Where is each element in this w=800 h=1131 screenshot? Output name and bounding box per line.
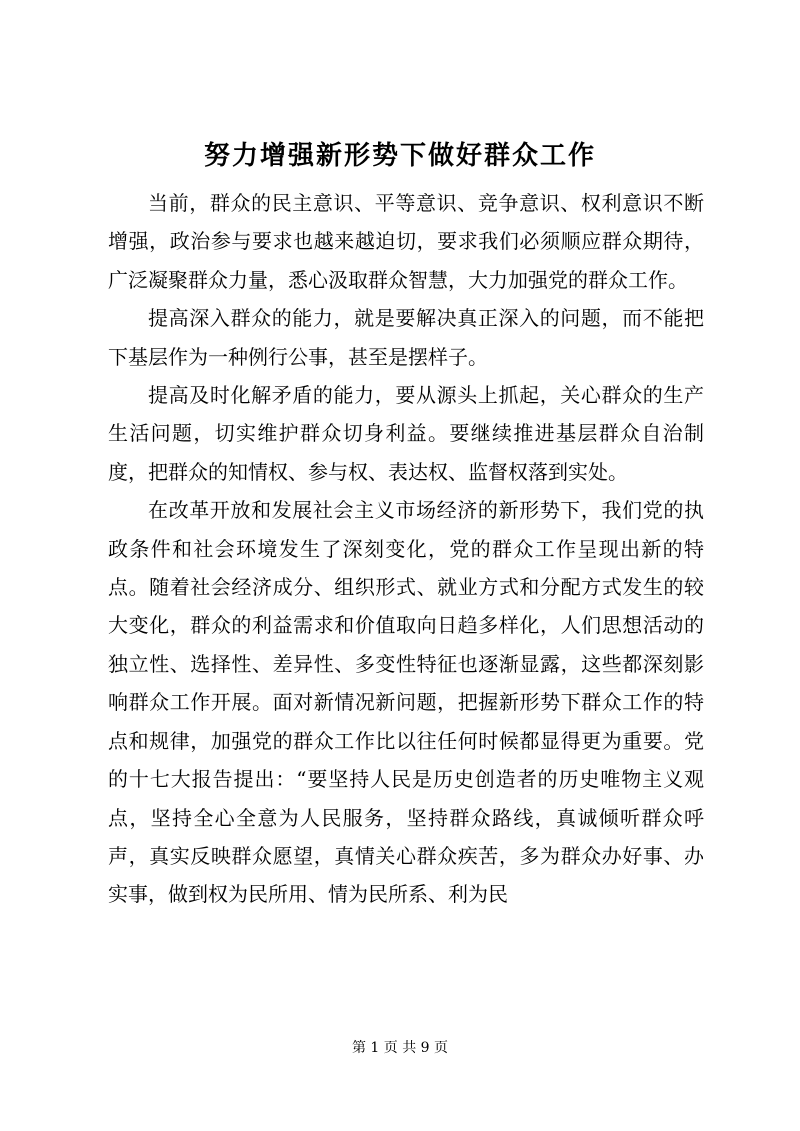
document-body <box>108 184 704 914</box>
paragraph-3: 提高及时化解矛盾的能力，要从源头上抓起，关心群众的生产生活问题，切实维护群众切身利益。要继续推进基层群众自治制度，把群众的知情权、参与权、表达权、监督权落到实处。 <box>108 383 704 484</box>
page-footer: 第 1 页 共 9 页 <box>351 1040 449 1056</box>
document-title: 努力增强新形势下做好群众工作 <box>203 141 596 171</box>
paragraph-4: 在改革开放和发展社会主义市场经济的新形势下，我们党的执政条件和社会环境发生了深刻变化，党的群众工作呈现出新的特点。随着社会经济成分、组织形式、就业方式和分配方式发生的较大变化，群众的利益需求和价值取向日趋多样化，人们思想活动的独立性、选择性、差异性、多变性特征也逐渐显露，这些都深刻影响群众工作开展。面对新情况新问题，把握新形势下群众工作的特点和规律，加强党的群众工作比以往任何时候都显得更为重要。党的十七大报告提出：“要坚持人民是历史创造者的历史唯物主义观点，坚持全心全意为人民服务，坚持群众路线，真诚倾听群众呼声，真实反映群众愿望，真情关心群众疾苦，多为群众办好事、办实事，做到权为民所用、情为民所系、利为民 <box>108 498 704 907</box>
paragraph-2: 提高深入群众的能力，就是要解决真正深入的问题，而不能把下基层作为一种例行公事，甚至是摆样子。 <box>108 306 704 369</box>
paragraph-1: 当前，群众的民主意识、平等意识、竞争意识、权利意识不断增强，政治参与要求也越来越迫切，要求我们必须顺应群众期待，广泛凝聚群众力量，悉心汲取群众智慧，大力加强党的群众工作。 <box>108 191 704 292</box>
